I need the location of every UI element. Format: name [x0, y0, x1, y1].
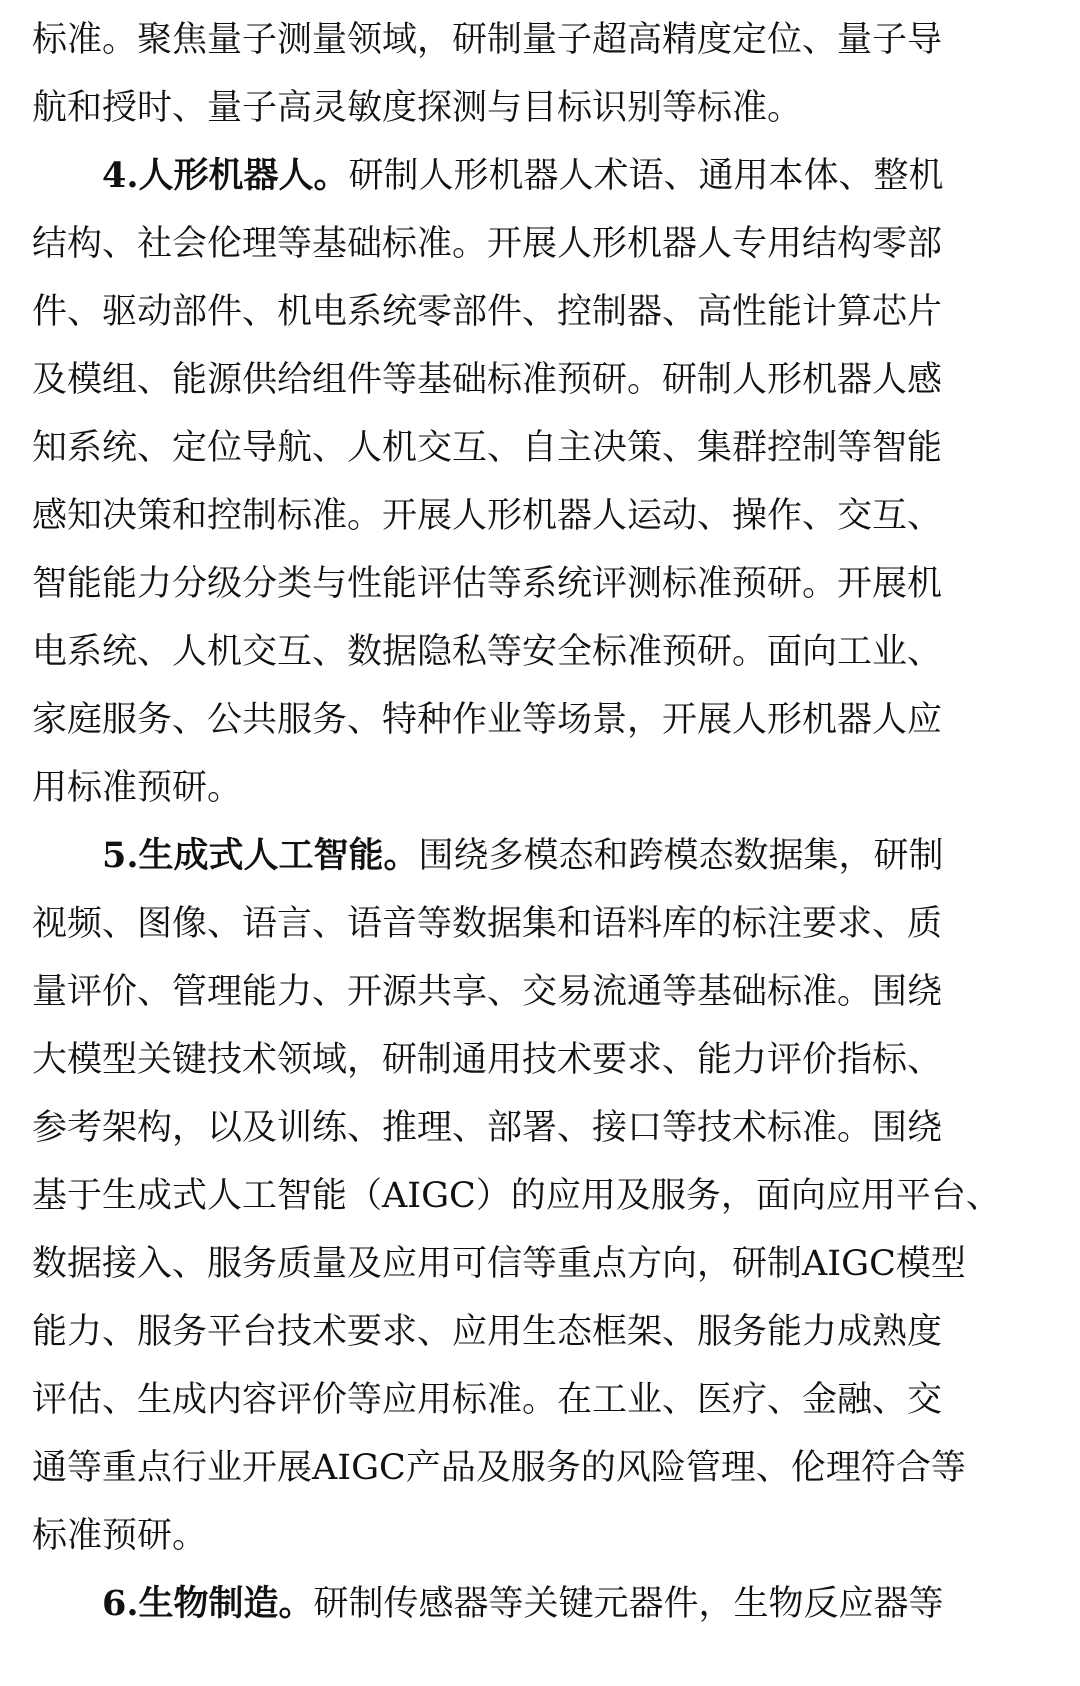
text-line: 标准。聚焦量子测量领域，研制量子超高精度定位、量子导 — [32, 20, 943, 60]
text-line: 件、驱动部件、机电系统零部件、控制器、高性能计算芯片 — [32, 292, 943, 332]
text-line: 及模组、能源供给组件等基础标准预研。研制人形机器人感 — [32, 360, 943, 400]
paragraph-first-line — [32, 148, 944, 204]
section-heading-humanoid-robot: 4.人形机器人。 — [102, 155, 349, 196]
text-line: 参考架构，以及训练、推理、部署、接口等技术标准。围绕 — [32, 1108, 943, 1148]
text-line: 大模型关键技术领域，研制通用技术要求、能力评价指标、 — [32, 1040, 943, 1080]
section-heading-generative-ai: 5.生成式人工智能。 — [102, 835, 419, 876]
text-line: 感知决策和控制标准。开展人形机器人运动、操作、交互、 — [32, 496, 943, 536]
text-line: 基于生成式人工智能（AIGC）的应用及服务，面向应用平台、 — [32, 1176, 1001, 1216]
text-line: 能力、服务平台技术要求、应用生态框架、服务能力成熟度 — [32, 1312, 943, 1352]
text-line: 家庭服务、公共服务、特种作业等场景，开展人形机器人应 — [32, 700, 943, 740]
section-heading-bio-manufacturing: 6.生物制造。 — [102, 1583, 314, 1624]
text-line: 视频、图像、语言、语音等数据集和语料库的标注要求、质 — [32, 904, 943, 944]
paragraph-first-line — [32, 1576, 944, 1632]
text-line: 量评价、管理能力、开源共享、交易流通等基础标准。围绕 — [32, 972, 943, 1012]
text-line: 标准预研。 — [32, 1516, 208, 1556]
text-line: 知系统、定位导航、人机交互、自主决策、集群控制等智能 — [32, 428, 943, 468]
text-line: 结构、社会伦理等基础标准。开展人形机器人专用结构零部 — [32, 224, 943, 264]
text-line: 电系统、人机交互、数据隐私等安全标准预研。面向工业、 — [32, 632, 943, 672]
text-span: 研制传感器等关键元器件，生物反应器等 — [313, 1584, 944, 1624]
text-line: 数据接入、服务质量及应用可信等重点方向，研制AIGC模型 — [32, 1244, 966, 1284]
text-line: 智能能力分级分类与性能评估等系统评测标准预研。开展机 — [32, 564, 943, 604]
text-line: 航和授时、量子高灵敏度探测与目标识别等标准。 — [32, 88, 803, 128]
text-line: 评估、生成内容评价等应用标准。在工业、医疗、金融、交 — [32, 1380, 943, 1420]
text-line: 通等重点行业开展AIGC产品及服务的风险管理、伦理符合等 — [32, 1448, 966, 1488]
text-span: 研制人形机器人术语、通用本体、整机 — [348, 156, 944, 196]
document-page — [32, 0, 1062, 1686]
text-line: 用标准预研。 — [32, 768, 243, 808]
paragraph-first-line — [32, 828, 944, 884]
text-span: 围绕多模态和跨模态数据集，研制 — [418, 836, 944, 876]
